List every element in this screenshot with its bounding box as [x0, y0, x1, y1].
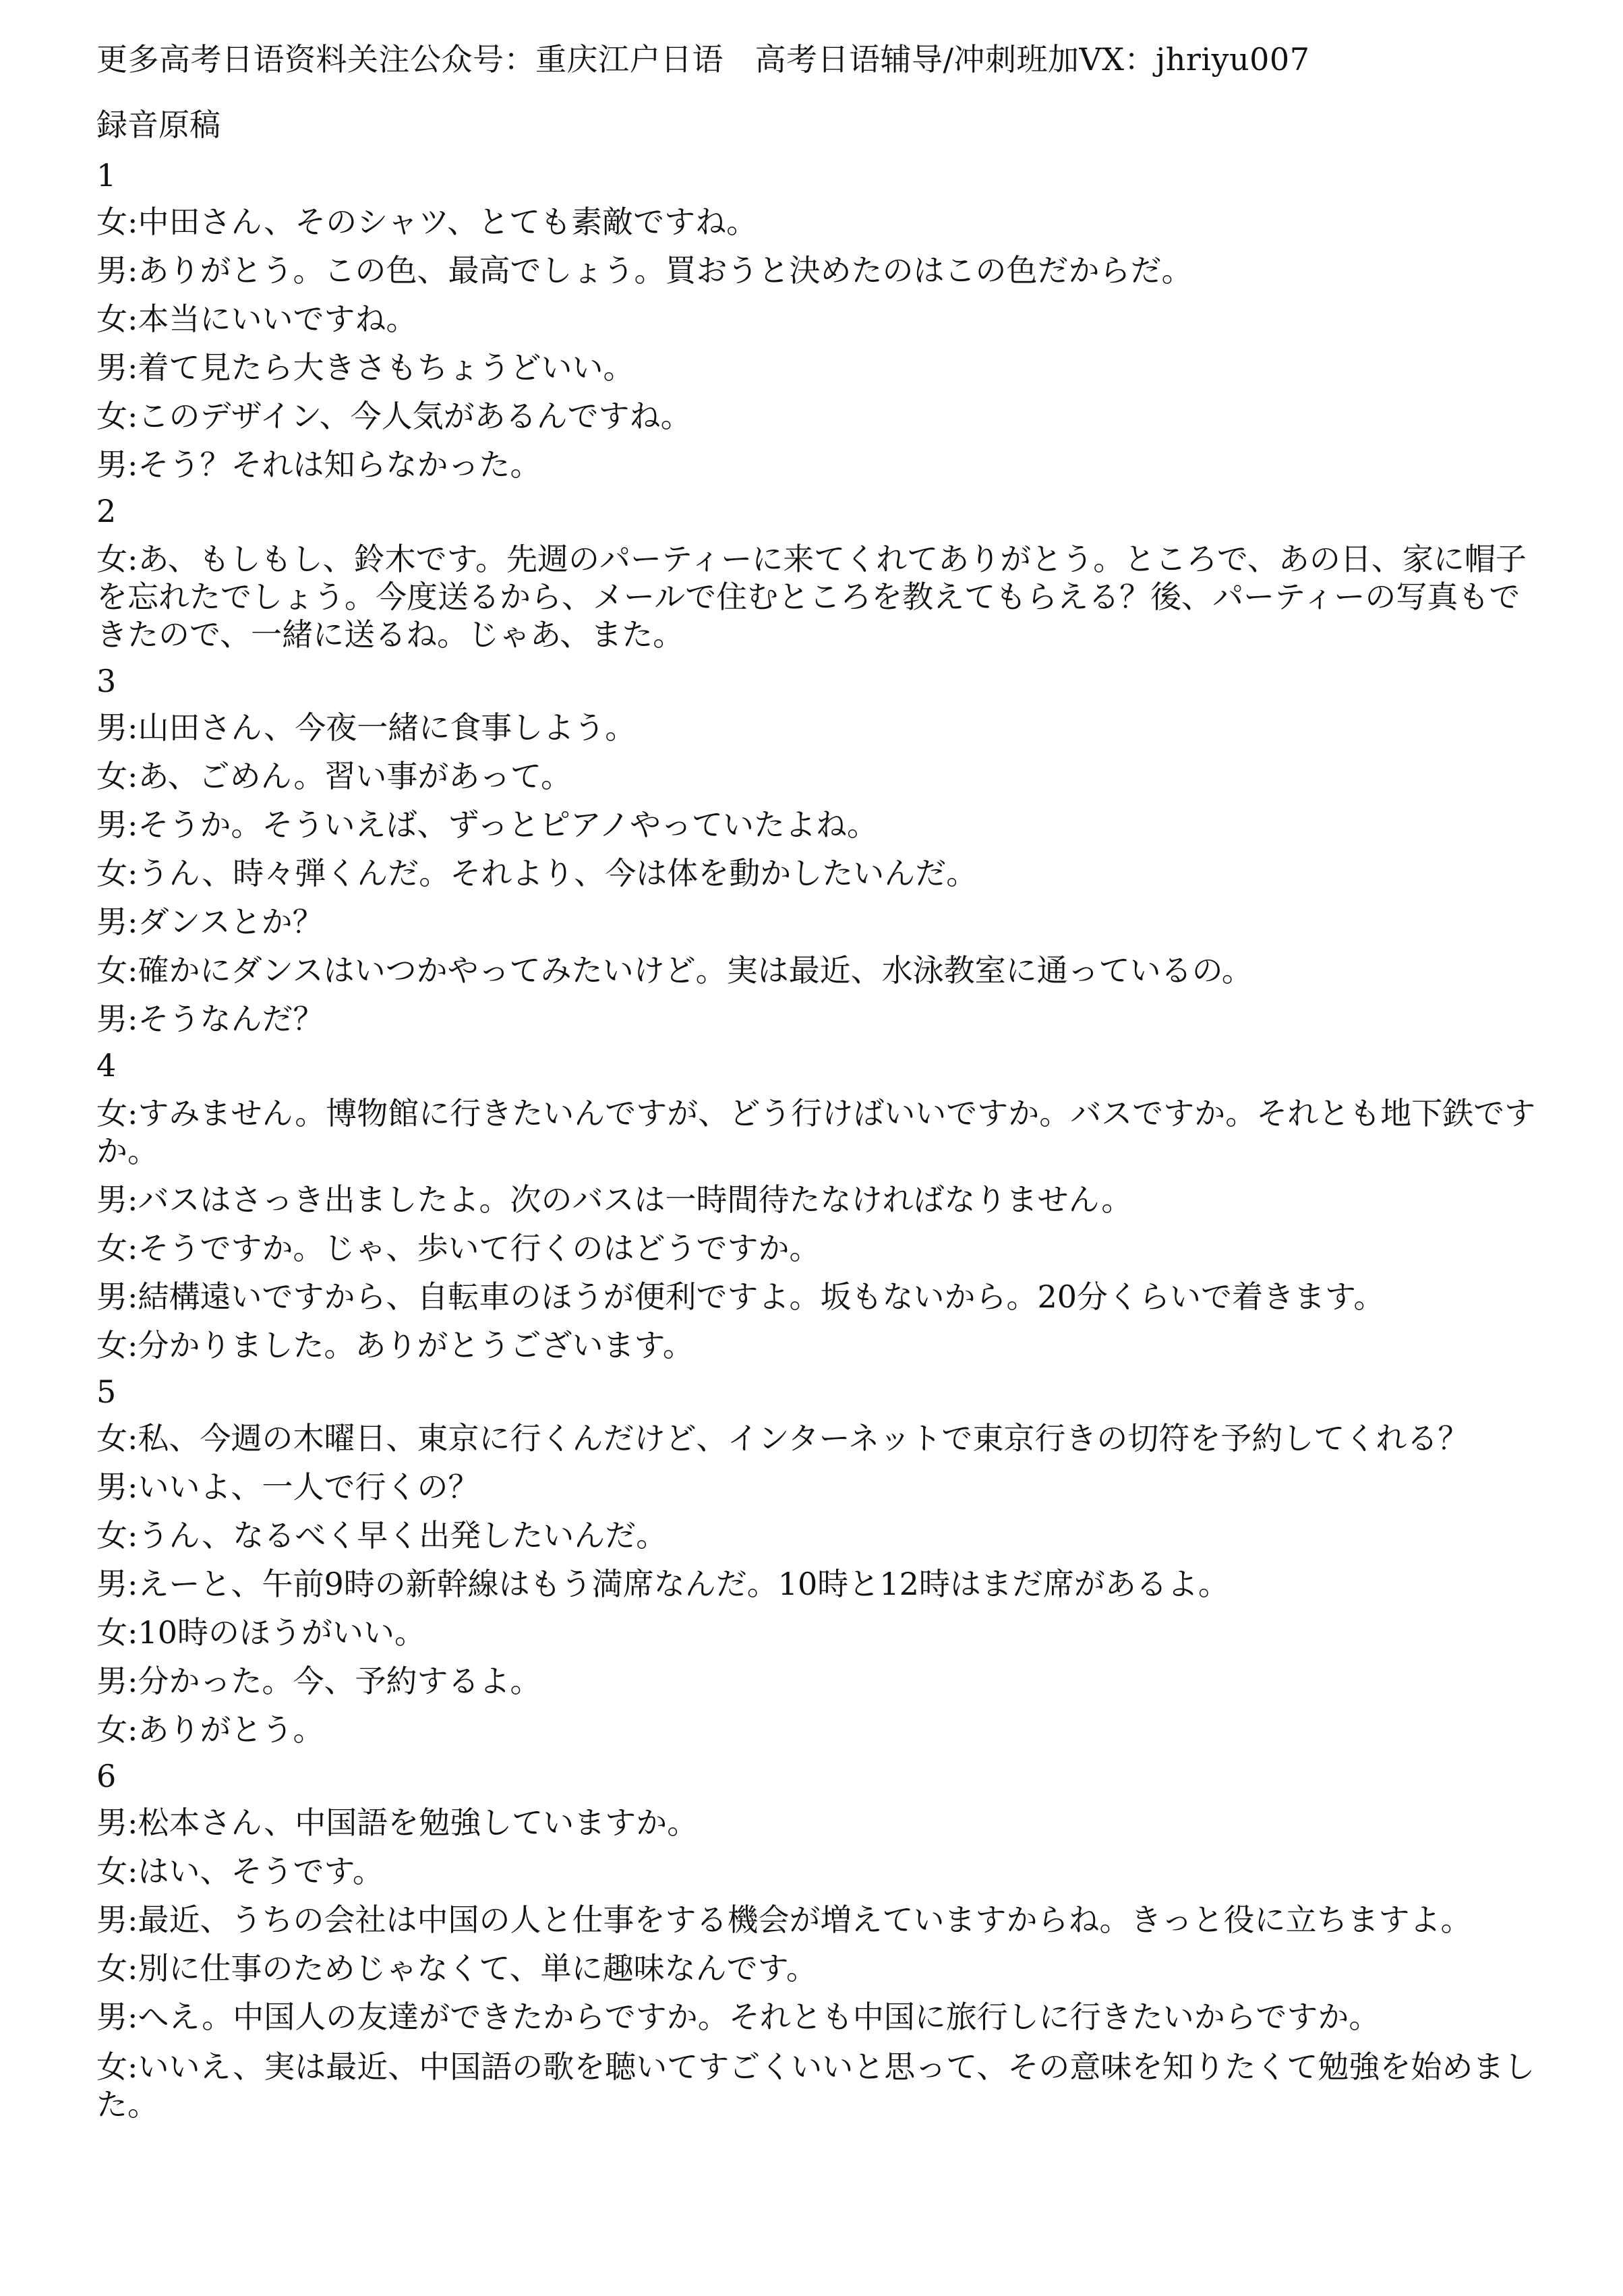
section-number: 3 [96, 663, 117, 699]
dialogue-line: 女:このデザイン、今人気があるんですね。 [96, 398, 692, 434]
section-number: 1 [96, 157, 117, 194]
section-number: 2 [96, 493, 117, 529]
dialogue-line: 女:あ、ごめん。習い事があって。 [96, 758, 572, 794]
dialogue-line: 女:そうですか。じゃ、歩いて行くのはどうですか。 [96, 1230, 821, 1266]
dialogue-line: 女:ありがとう。 [96, 1711, 324, 1748]
section-number: 4 [96, 1047, 117, 1084]
dialogue-line: 女:はい、そうです。 [96, 1853, 384, 1889]
dialogue-line: 女:別に仕事のためじゃなくて、単に趣味なんです。 [96, 1950, 817, 1986]
dialogue-line: 女:中田さん、そのシャツ、とても素敵ですね。 [96, 204, 758, 240]
dialogue-line: 男:いいよ、一人で行くの？ [96, 1469, 479, 1505]
dialogue-line: 女:分かりました。ありがとうございます。 [96, 1327, 694, 1363]
dialogue-line: 男:結構遠いですから、自転車のほうが便利ですよ。坂もないから。20分くらいで着きます。 [96, 1278, 1385, 1315]
dialogue-line: 男:最近、うちの会社は中国の人と仕事をする機会が増えていますからね。きっと役に立ちますよ。 [96, 1902, 1472, 1938]
dialogue-line: 女:うん、時々弾くんだ。それより、今は体を動かしたいんだ。 [96, 855, 978, 891]
section-number: 6 [96, 1758, 117, 1794]
dialogue-line: 男:そうか。そういえば、ずっとピアノやっていたよね。 [96, 806, 879, 843]
dialogue-line: 女:いいえ、実は最近、中国語の歌を聴いてすごくいいと思って、その意味を知りたくて勉強を始めました。 [96, 2049, 1535, 2123]
dialogue-line: 女:本当にいいですね。 [96, 301, 417, 337]
dialogue-line: 男:松本さん、中国語を勉強していますか。 [96, 1804, 699, 1841]
dialogue-line: 女:うん、なるべく早く出発したいんだ。 [96, 1517, 668, 1554]
dialogue-line: 男:山田さん、今夜一緒に食事しよう。 [96, 709, 637, 746]
dialogue-line: 男:ダンスとか？ [96, 904, 324, 940]
dialogue-line: 男:分かった。今、予約するよ。 [96, 1663, 541, 1699]
dialogue-line: 女:10時のほうがいい。 [96, 1614, 426, 1651]
dialogue-line: 男:そうなんだ？ [96, 1001, 324, 1037]
section-number: 5 [96, 1374, 117, 1410]
dialogue-line: 男:ありがとう。この色、最高でしょう。買おうと決めたのはこの色だからだ。 [96, 252, 1193, 289]
transcript-title: 録音原稿 [96, 107, 220, 143]
dialogue-line: 女:あ、もしもし、鈴木です。先週のパーティーに来てくれてありがとう。ところで、あの日、家に帽子を忘れたでしょう。今度送るから、メールで住むところを教えてもらえる？後、パーティーの写真もできたので、一緒に送るね。じゃあ、また。 [96, 541, 1527, 653]
dialogue-line: 男:そう？それは知らなかった。 [96, 446, 541, 483]
dialogue-line: 女:すみません。博物館に行きたいんですが、どう行けばいいですか。バスですか。それとも地下鉄ですか。 [96, 1095, 1536, 1169]
dialogue-line: 女:確かにダンスはいつかやってみたいけど。実は最近、水泳教室に通っているの。 [96, 952, 1253, 989]
transcript-body [96, 98, 1546, 2129]
dialogue-line: 男:へえ。中国人の友達ができたからですか。それとも中国に旅行しに行きたいからですか。 [96, 1999, 1380, 2035]
dialogue-line: 男:えーと、午前9時の新幹線はもう満席なんだ。10時と12時はまだ席があるよ。 [96, 1566, 1229, 1602]
dialogue-line: 男:バスはさっき出ましたよ。次のバスは一時間待たなければなりません。 [96, 1181, 1133, 1218]
dialogue-line: 女:私、今週の木曜日、東京に行くんだけど、インターネットで東京行きの切符を予約してくれる？ [96, 1420, 1469, 1456]
dialogue-line: 男:着て見たら大きさもちょうどいい。 [96, 349, 635, 386]
page-header: 更多高考日语资料关注公众号：重庆江户日语 高考日语辅导/冲刺班加VX：jhriyu007 [96, 41, 1310, 78]
